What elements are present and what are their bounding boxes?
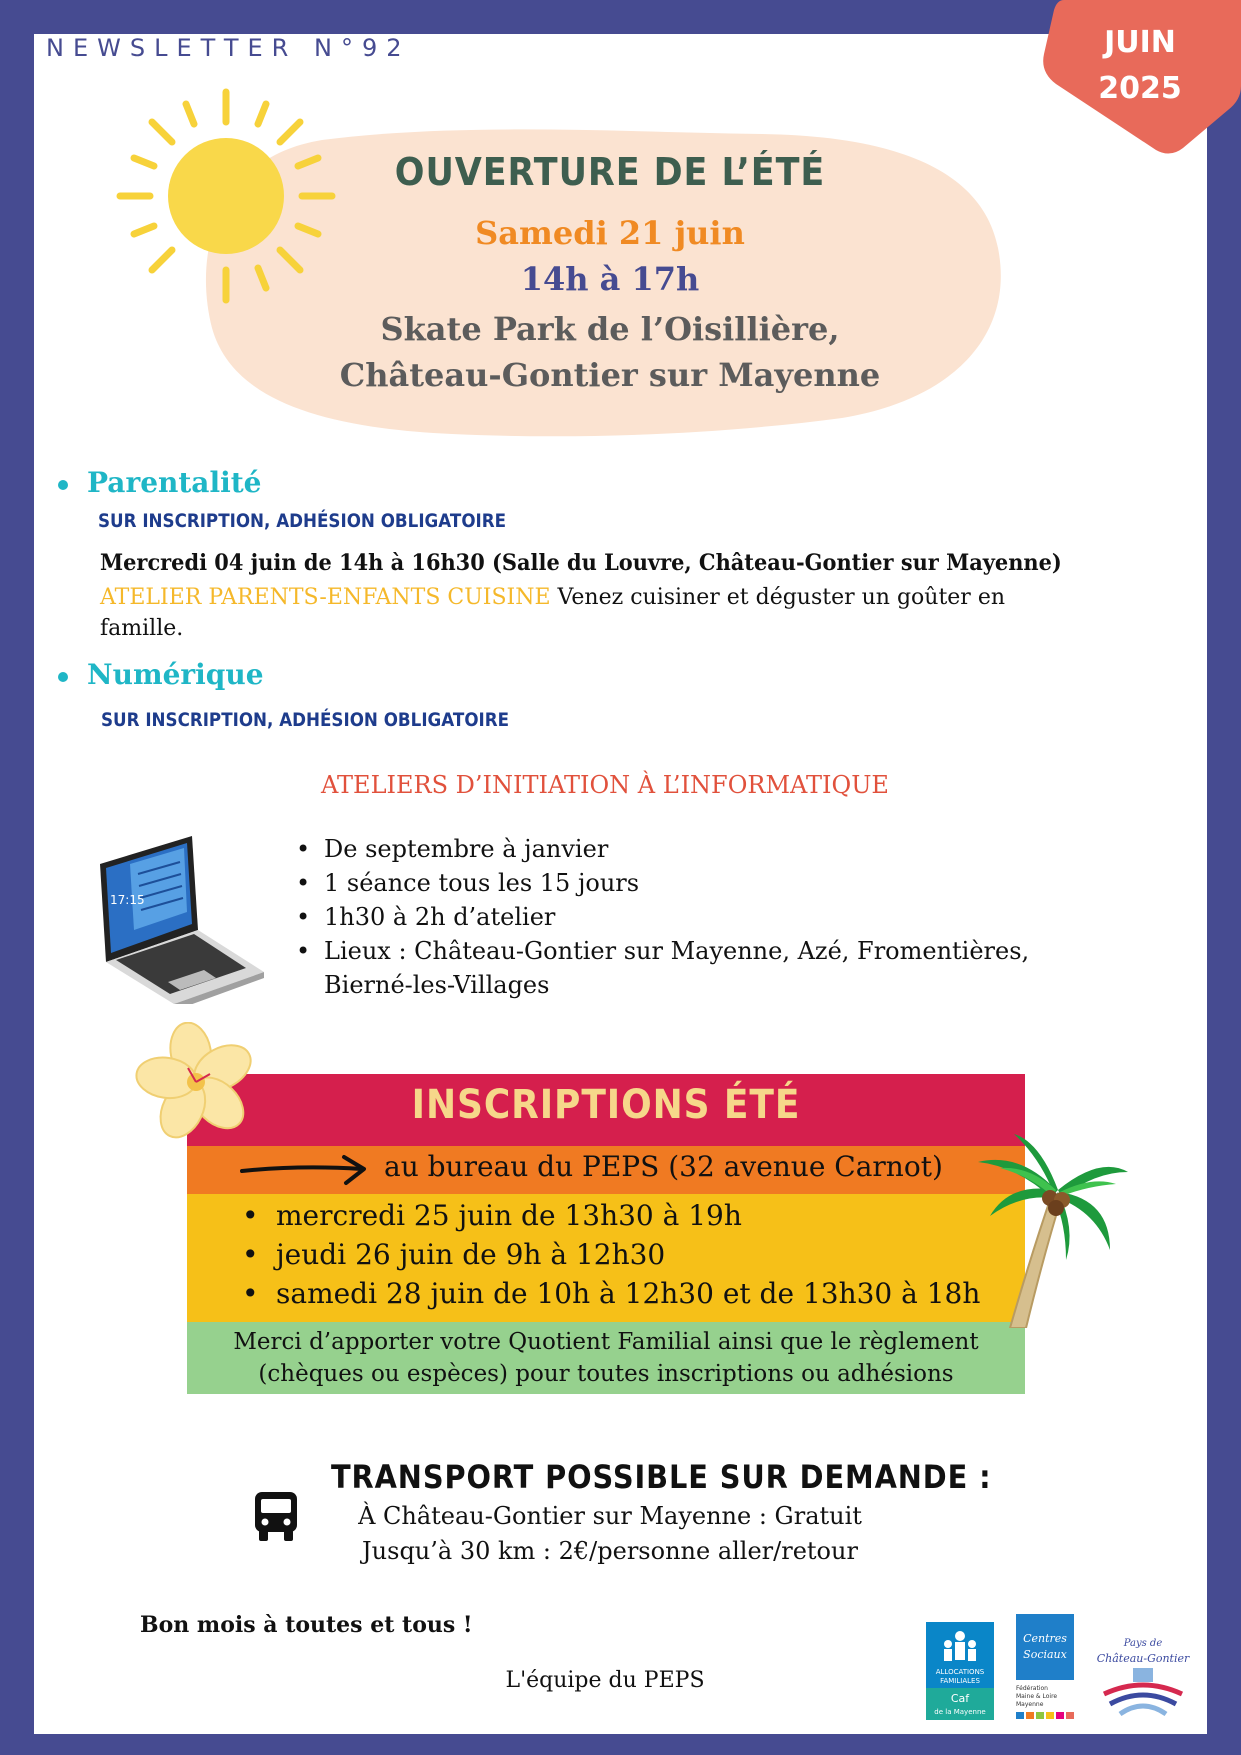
- list-item: • Lieux : Château-Gontier sur Mayenne, Azé, Fromentières, Bierné-les-Villages: [296, 934, 1116, 1002]
- heading-numerique: Numérique: [87, 658, 264, 691]
- cs-line1: Fédération: [1016, 1685, 1048, 1692]
- cs-name1: Centres: [1023, 1632, 1067, 1645]
- centres-sociaux-logo: [1014, 1614, 1076, 1720]
- opening-place-line2: Château-Gontier sur Mayenne: [339, 356, 881, 394]
- event-text: Venez cuisiner et déguster un goûter en famille.: [100, 585, 1006, 641]
- opening-title: OUVERTURE DE L’ÉTÉ: [394, 150, 826, 194]
- opening-time: 14h à 17h: [520, 260, 700, 298]
- date-badge-text: [1085, 20, 1195, 112]
- bullet-parentalite: [58, 480, 68, 490]
- signature: L'équipe du PEPS: [505, 1668, 705, 1693]
- transport-line1: À Château-Gontier sur Mayenne : Gratuit: [358, 1502, 862, 1530]
- inscriptions-note-line2: (chèques ou espèces) pour toutes inscriptions ou adhésions: [258, 1361, 954, 1387]
- list-item: • 1 séance tous les 15 jours: [296, 866, 1116, 900]
- list-item: • 1h30 à 2h d’atelier: [296, 900, 1116, 934]
- inscriptions-dates: [242, 1196, 980, 1313]
- cs-name2: Sociaux: [1023, 1648, 1067, 1661]
- inscriptions-place: au bureau du PEPS (32 avenue Carnot): [384, 1150, 943, 1183]
- pays-line2: Château-Gontier: [1096, 1652, 1190, 1665]
- event-when: Mercredi 04 juin de 14h à 16h30 (Salle du Louvre, Château-Gontier sur Mayenne): [100, 550, 1062, 576]
- list-item: • De septembre à janvier: [296, 832, 1116, 866]
- heading-parentalite: Parentalité: [87, 466, 262, 499]
- inscriptions-title: INSCRIPTIONS ÉTÉ: [411, 1082, 801, 1128]
- list-item: • jeudi 26 juin de 9h à 12h30: [242, 1235, 980, 1274]
- bus-icon: [252, 1490, 300, 1542]
- list-item: • samedi 28 juin de 10h à 12h30 et de 13h30 à 18h: [242, 1274, 980, 1313]
- cs-line3: Mayenne: [1016, 1701, 1044, 1708]
- caf-line4: de la Mayenne: [934, 1708, 986, 1716]
- laptop-screen-time: 17:15: [110, 893, 145, 907]
- atelier-list: [296, 832, 1116, 1002]
- laptop-icon: [96, 834, 266, 1004]
- pays-line1: Pays de: [1123, 1638, 1163, 1649]
- note-parentalite: SUR INSCRIPTION, ADHÉSION OBLIGATOIRE: [98, 510, 507, 532]
- opening-place-line1: Skate Park de l’Oisillière,: [380, 310, 840, 348]
- inscriptions-note: [187, 1326, 1025, 1390]
- badge-year: 2025: [1098, 71, 1182, 106]
- arrow-icon: [240, 1153, 370, 1187]
- flower-icon: [134, 1022, 258, 1142]
- list-item: • mercredi 25 juin de 13h30 à 19h: [242, 1196, 980, 1235]
- ateliers-title: ATELIERS D’INITIATION À L’INFORMATIQUE: [321, 771, 889, 799]
- event-description: [100, 582, 1090, 644]
- event-name: ATELIER PARENTS-ENFANTS CUISINE: [100, 585, 551, 610]
- palm-tree-icon: [970, 1132, 1132, 1328]
- pays-chateau-gontier-logo: [1090, 1632, 1196, 1722]
- badge-month: JUIN: [1104, 25, 1176, 60]
- caf-line2: FAMILIALES: [940, 1677, 980, 1685]
- greeting: Bon mois à toutes et tous !: [140, 1612, 473, 1638]
- caf-line3: Caf: [950, 1692, 970, 1705]
- cs-line2: Maine & Loire: [1016, 1693, 1058, 1700]
- bullet-numerique: [58, 672, 68, 682]
- newsletter-number: NEWSLETTER N°92: [46, 34, 411, 62]
- transport-title: TRANSPORT POSSIBLE SUR DEMANDE :: [331, 1458, 992, 1496]
- note-numerique: SUR INSCRIPTION, ADHÉSION OBLIGATOIRE: [101, 709, 510, 731]
- opening-date: Samedi 21 juin: [475, 214, 745, 252]
- inscriptions-note-line1: Merci d’apporter votre Quotient Familial ainsi que le règlement: [233, 1329, 979, 1355]
- transport-line2: Jusqu’à 30 km : 2€/personne aller/retour: [362, 1537, 858, 1565]
- opening-place: [300, 306, 920, 398]
- caf-line1: ALLOCATIONS: [935, 1668, 985, 1676]
- caf-logo: [926, 1622, 994, 1720]
